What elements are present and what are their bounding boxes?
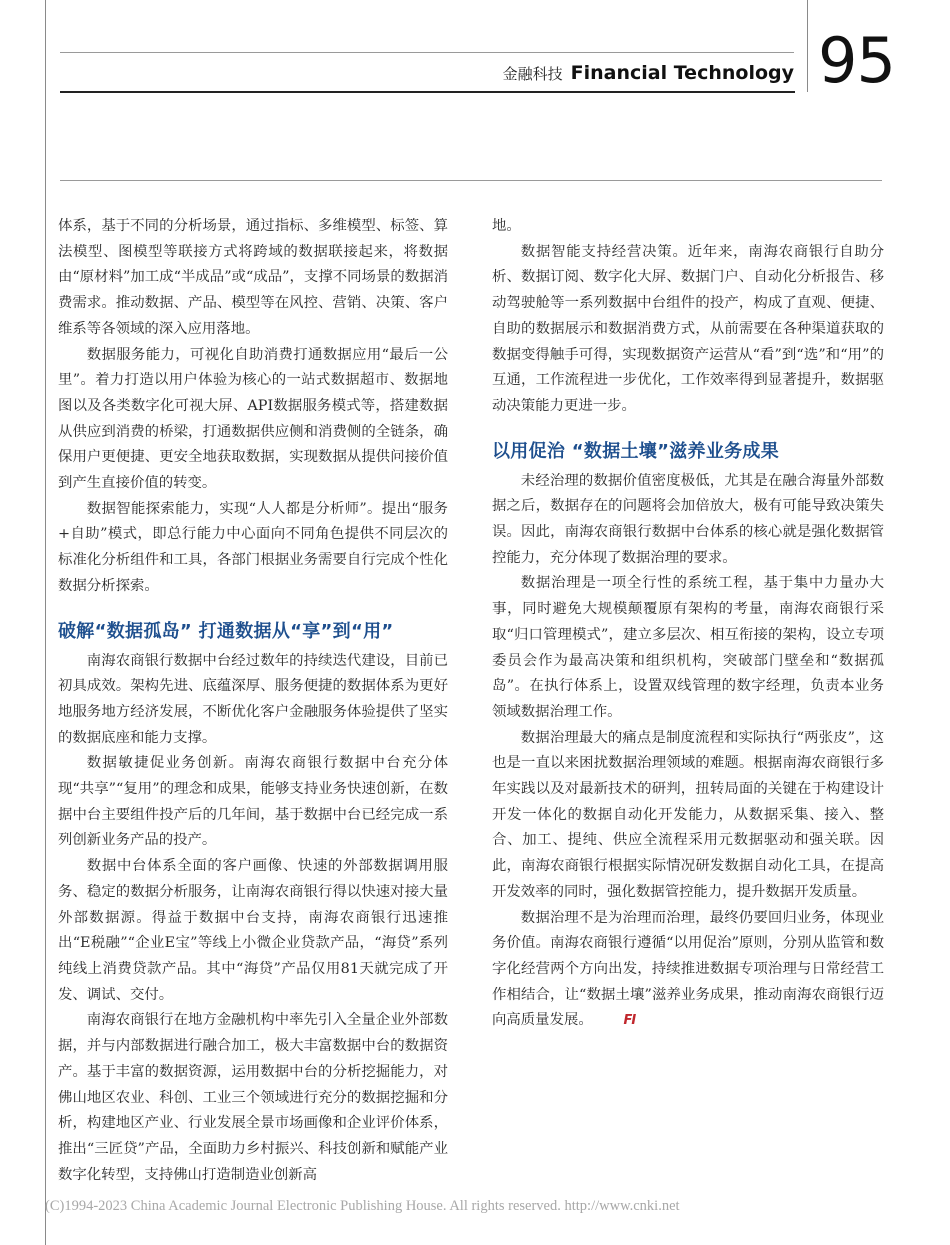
page-number: 95 [818,24,895,97]
end-of-article-mark: FI [623,1013,636,1029]
paragraph: 数据敏捷促业务创新。南海农商银行数据中台充分体现“共享”“复用”的理念和成果，能够支持业务快速创新，在数据中台主要组件投产后的几年间，基于数据中台已经完成一系列创新业务产品的投产。 [58,755,448,849]
paragraph: 数据治理最大的痛点是制度流程和实际执行“两张皮”，这也是一直以来困扰数据治理领域的难题。根据南海农商银行多年实践以及对最新技术的研判，扭转局面的关键在于构建设计开发一体化的数据自动化开发能力，从数据采集、接入、整合、加工、提纯、供应全流程采用元数据驱动和强关联。因此，南海农商银行根据实际情况研发数据自动化工具，在提高开发效率的同时，强化数据管控能力，提升数据开发质量。 [492,729,884,900]
left-margin-rule [45,0,46,1245]
section-title-zh: 金融科技 [502,65,563,83]
paragraph: 数据智能探索能力，实现“人人都是分析师”。提出“服务+自助”模式，即总行能力中心面向不同角色提供不同层次的标准化分析组件和工具，各部门根据业务需要自行完成个性化数据分析探索。 [58,500,448,594]
paragraph: 地。 [492,218,521,234]
paragraph: 数据治理是一项全行性的系统工程，基于集中力量办大事，同时避免大规模颠覆原有架构的考量，南海农商银行采取“归口管理模式”，建立多层次、相互衔接的架构，设立专项委员会作为最高决策和组织机构，突破部门壁垒和“数据孤岛”。在执行体系上，设置双线管理的数字经理，负责本业务领域数据治理工作。 [492,575,884,720]
section-heading: 以用促治 “数据土壤”滋养业务成果 [492,440,780,462]
paragraph: 南海农商银行在地方金融机构中率先引入全量企业外部数据，并与内部数据进行融合加工，极大丰富数据中台的数据资产。基于丰富的数据资源，运用数据中台的分析挖掘能力，对佛山地区农业、科创、工业三个领域进行充分的数据挖掘和分析，构建地区产业、行业发展全景市场画像和企业评价体系，推出“三匠贷”产品，全面助力乡村振兴、科技创新和赋能产业数字化转型，支持佛山打造制造业创新高 [58,1012,448,1183]
section-heading: 破解“数据孤岛” 打通数据从“享”到“用” [58,620,394,642]
left-column [58,214,448,1188]
header-bottom-rule [60,91,795,93]
copyright-footer: (C)1994-2023 China Academic Journal Electronic Publishing House. All rights reserved. http://www.cnki.net [45,1198,680,1214]
section-title-en: Financial Technology [570,62,794,84]
paragraph: 数据智能支持经营决策。近年来，南海农商银行自助分析、数据订阅、数字化大屏、数据门户、自动化分析报告、移动驾驶舱等一系列数据中台组件的投产，构成了直观、便捷、自助的数据展示和数据消费方式，从前需要在各种渠道获取的数据变得触手可得，实现数据资产运营从“看”到“选”和“用”的互通，工作流程进一步优化，工作效率得到显著提升，数据驱动决策能力更进一步。 [492,243,884,414]
content-top-rule [60,180,882,181]
header-vertical-rule [807,0,808,92]
header-top-rule [60,52,794,53]
paragraph-text: 数据治理不是为治理而治理，最终仍要回归业务，体现业务价值。南海农商银行遵循“以用促治”原则，分别从监管和数字化经营两个方向出发，持续推进数据专项治理与日常经营工作相结合，让“数据土壤”滋养业务成果，推动南海农商银行迈向高质量发展。 [492,909,884,1029]
paragraph: 体系，基于不同的分析场景，通过指标、多维模型、标签、算法模型、图模型等联接方式将跨域的数据联接起来，将数据由“原材料”加工成“半成品”或“成品”，支撑不同场景的数据消费需求。推动数据、产品、模型等在风控、营销、决策、客户维系等各领域的深入应用落地。 [58,218,448,337]
right-column [492,214,884,1034]
paragraph: 数据服务能力，可视化自助消费打通数据应用“最后一公里”。着力打造以用户体验为核心的一站式数据超市、数据地图以及各类数字化可视大屏、API数据服务模式等，搭建数据从供应到消费的桥梁，打通数据供应侧和消费侧的全链条，确保用户更便捷、更安全地获取数据，实现数据从提供问接价值到产生直接价值的转变。 [58,346,448,492]
paragraph: 南海农商银行数据中台经过数年的持续迭代建设，目前已初具成效。架构先进、底蕴深厚、服务便捷的数据体系为更好地服务地方经济发展，不断优化客户金融服务体验提供了坚实的数据底座和能力支撑。 [58,652,448,746]
paragraph-final [492,906,884,1035]
paragraph: 未经治理的数据价值密度极低，尤其是在融合海量外部数据之后，数据存在的问题将会加倍放大，极有可能导致决策失误。因此，南海农商银行数据中台体系的核心就是强化数据管控能力，充分体现了数据治理的要求。 [492,472,884,566]
running-head [470,62,794,84]
paragraph: 数据中台体系全面的客户画像、快速的外部数据调用服务、稳定的数据分析服务，让南海农商银行得以快速对接大量外部数据源。得益于数据中台支持，南海农商银行迅速推出“E税融”“企业E宝”等线上小微企业贷款产品，“海贷”系列纯线上消费贷款产品。其中“海贷”产品仅用81天就完成了开发、调试、交付。 [58,858,448,1003]
